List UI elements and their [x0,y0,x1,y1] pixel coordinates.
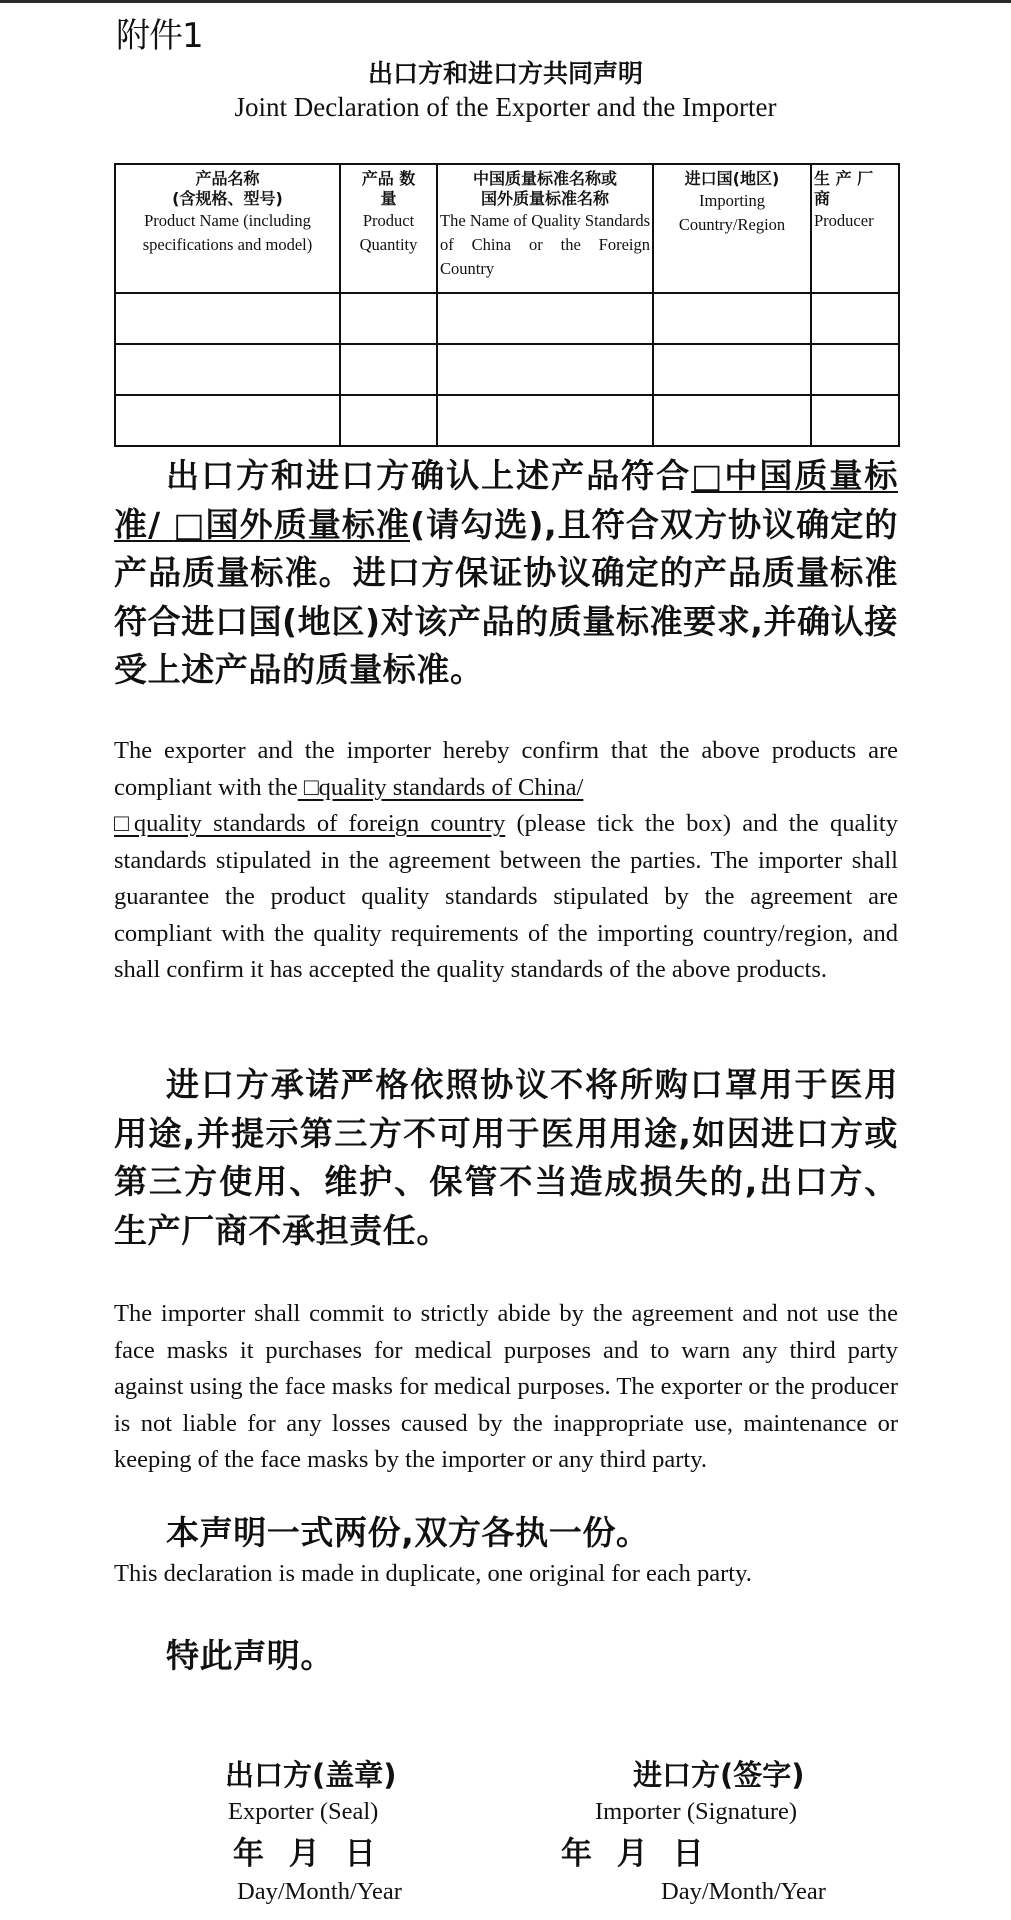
duplicate-paragraph-zh: 本声明一式两份,双方各执一份。 [166,1513,650,1552]
cell-product-quantity[interactable] [340,344,437,395]
header-product-quantity: 产品 数 量 Product Quantity [340,164,437,293]
importer-date-en: Day/Month/Year [661,1878,826,1905]
commitment-paragraph-en: The importer shall commit to strictly abide by the agreement and not use the face masks it purchases for medical purposes and to warn any third party against using the face masks for medical purposes. The exporter or the producer is not liable for any losses caused by the inappropriate use, maintenance or keeping of the face masks by the importer or any third party. [114,1300,898,1473]
cell-quality-standard[interactable] [437,293,653,344]
exporter-seal-label-en: Exporter (Seal) [228,1798,379,1825]
header-product-name: 产品名称 (含规格、型号) Product Name (including specifications and model) [115,164,340,293]
title-english: Joint Declaration of the Exporter and the Importer [234,92,777,122]
commitment-paragraph-zh: 进口方承诺严格依照协议不将所购口罩用于医用用途,并提示第三方不可用于医用用途,如因进口方或第三方使用、维护、保管不当造成损失的,出口方、生产厂商不承担责任。 [114,1065,898,1250]
cell-product-name[interactable] [115,293,340,344]
option-foreign-standard-checkbox-en[interactable]: □quality standards of foreign country [114,810,506,837]
header-producer: 生 产 厂 商 Producer [811,164,899,293]
product-declaration-table [114,163,900,447]
cell-product-quantity[interactable] [340,293,437,344]
importer-signature-label-en: Importer (Signature) [595,1798,798,1825]
cell-importing-country[interactable] [653,344,811,395]
annex-label: 附件1 [116,16,203,56]
cell-quality-standard[interactable] [437,395,653,446]
importer-signature-label-zh: 进口方(签字) [633,1758,805,1792]
table-row [115,344,899,395]
exporter-date-zh: 年 月 日 [233,1836,376,1872]
cell-product-name[interactable] [115,395,340,446]
cell-product-quantity[interactable] [340,395,437,446]
importer-date-zh: 年 月 日 [561,1836,704,1872]
confirmation-paragraph-zh: 出口方和进口方确认上述产品符合□中国质量标准/ □国外质量标准(请勾选),且符合双方协议确定的产品质量标准。进口方保证协议确定的产品质量标准符合进口国(地区)对该产品的质量标准要求,并确认接受上述产品的质量标准。 [114,456,899,689]
header-importing-country: 进口国(地区) Importing Country/Region [653,164,811,293]
top-border [0,0,1011,3]
exporter-date-en: Day/Month/Year [237,1878,402,1905]
cell-producer[interactable] [811,344,899,395]
option-china-standard-checkbox-en[interactable]: □quality standards of China/ [297,773,584,801]
exporter-seal-label-zh: 出口方(盖章) [225,1758,397,1792]
option-china-standard-checkbox[interactable]: □中国质量标准 [114,456,899,544]
cell-importing-country[interactable] [653,293,811,344]
cell-quality-standard[interactable] [437,344,653,395]
title-chinese: 出口方和进口方共同声明 [367,59,643,88]
cell-producer[interactable] [811,395,899,446]
table-row [115,395,899,446]
option-foreign-standard-checkbox[interactable]: □国外质量标准 [173,504,411,544]
table-row [115,293,899,344]
cell-product-name[interactable] [115,344,340,395]
confirmation-paragraph-en: The exporter and the importer hereby confirm that the above products are compliant with the □quality standards of China/ □quality standards of foreign country (please tick the box) and the quality standards stipulated in the agreement between the parties. The importer shall guarantee the product quality standards stipulated by the agreement are compliant with the quality requirements of the importing country/region, and shall confirm it has accepted the quality standards of the above products. [114,737,898,983]
closing-statement: 特此声明。 [166,1636,334,1675]
header-quality-standard: 中国质量标准名称或 国外质量标准名称 The Name of Quality Standards of China or the Foreign Country [437,164,653,293]
cell-producer[interactable] [811,293,899,344]
duplicate-paragraph-en: This declaration is made in duplicate, one original for each party. [114,1560,752,1587]
cell-importing-country[interactable] [653,395,811,446]
table-header-row [115,164,899,293]
